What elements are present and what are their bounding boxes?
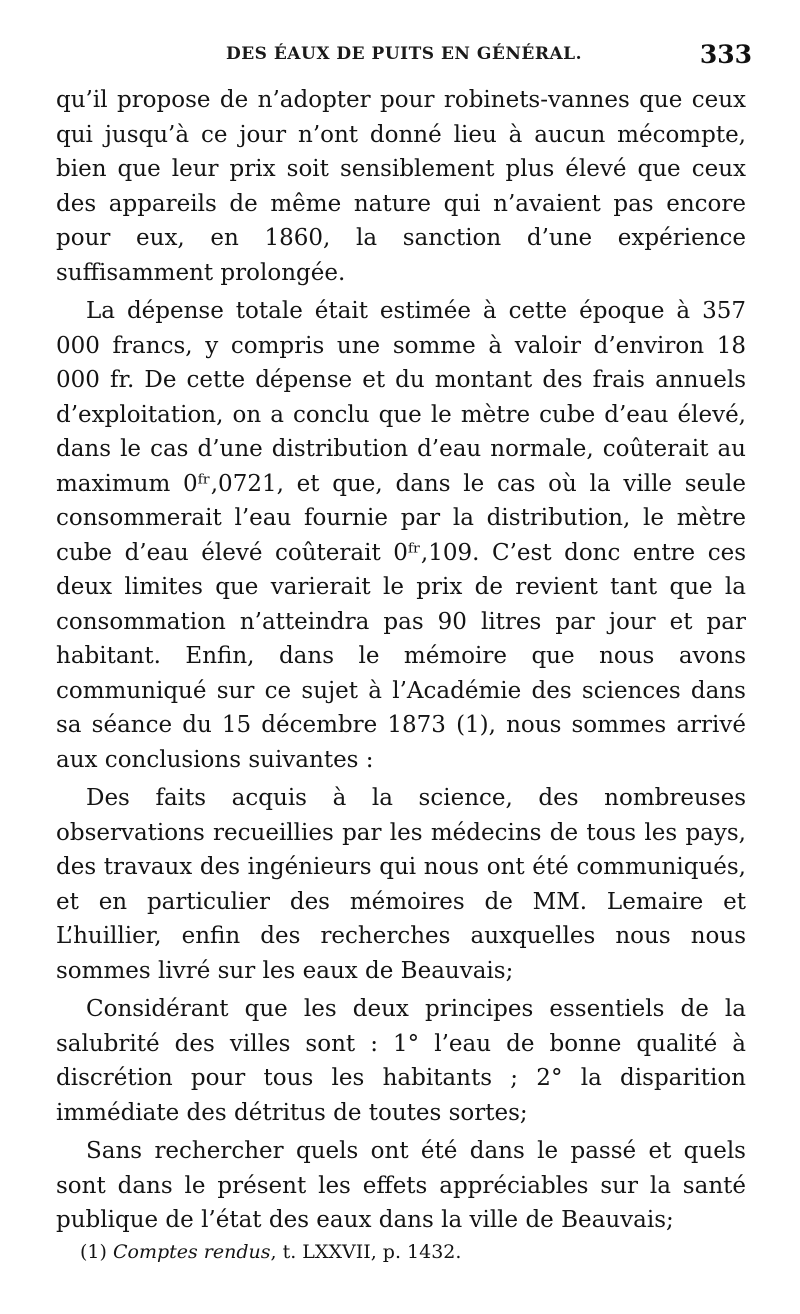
paragraph-continuation: qu’il propose de n’adopter pour robinets-vannes que ceux qui jusqu’à ce jour n’ont donné lieu à aucun mécompte, bien que leur prix soit sensiblement plus élevé que ceux des appareils de même nature qui n’avaient pas encore pour eux, en 1860, la sanction d’une expérience suffisamment prolongée. [56,87,746,286]
footnote-reference: , t. LXXVII, p. 1432. [270,1241,462,1263]
footnote-source: Comptes rendus [112,1241,271,1263]
paragraph-considering: Considérant que les deux principes essentiels de la salubrité des villes sont : 1° l’eau de bonne qualité à discrétion pour tous les habitants ; 2° la disparition immédiate des détritus de toutes sortes; [56,996,746,1126]
body-text [56,83,746,1242]
running-head: DES ÉAUX DE PUITS EN GÉNÉRAL. [225,44,583,64]
footnote [80,1238,740,1266]
footnote-marker: (1) [80,1241,107,1263]
paragraph-facts: Des faits acquis à la science, des nombreuses observations recueillies par les médecins de tous les pays, des travaux des ingénieurs qui nous ont été communiqués, et en particulier des mémoires de MM. Lemaire et L’huillier, enfin des recherches auxquelles nous nous sommes livré sur les eaux de Beauvais; [56,785,746,984]
page-number: 333 [699,40,752,69]
page-header [56,40,752,72]
paragraph-without-researching: Sans rechercher quels ont été dans le passé et quels sont dans le présent les effets appréciables sur la santé publique de l’état des eaux dans la ville de Beauvais; [56,1138,746,1233]
paragraph-cost-estimate: La dépense totale était estimée à cette époque à 357 000 francs, y compris une somme à valoir d’environ 18 000 fr. De cette dépense et du montant des frais annuels d’exploitation, on a conclu que le mètre cube d’eau élevé, dans le cas d’une distribution d’eau normale, coûterait au maximum 0ᶠʳ,0721, et que, dans le cas où la ville seule consommerait l’eau fournie par la distribution, le mètre cube d’eau élevé coûterait 0ᶠʳ,109. C’est donc entre ces deux limites que varierait le prix de revient tant que la consommation n’atteindra pas 90 litres par jour et par habitant. Enfin, dans le mémoire que nous avons communiqué sur ce sujet à l’Académie des sciences dans sa séance du 15 décembre 1873 (1), nous sommes arrivé aux conclusions suivantes : [56,298,746,773]
